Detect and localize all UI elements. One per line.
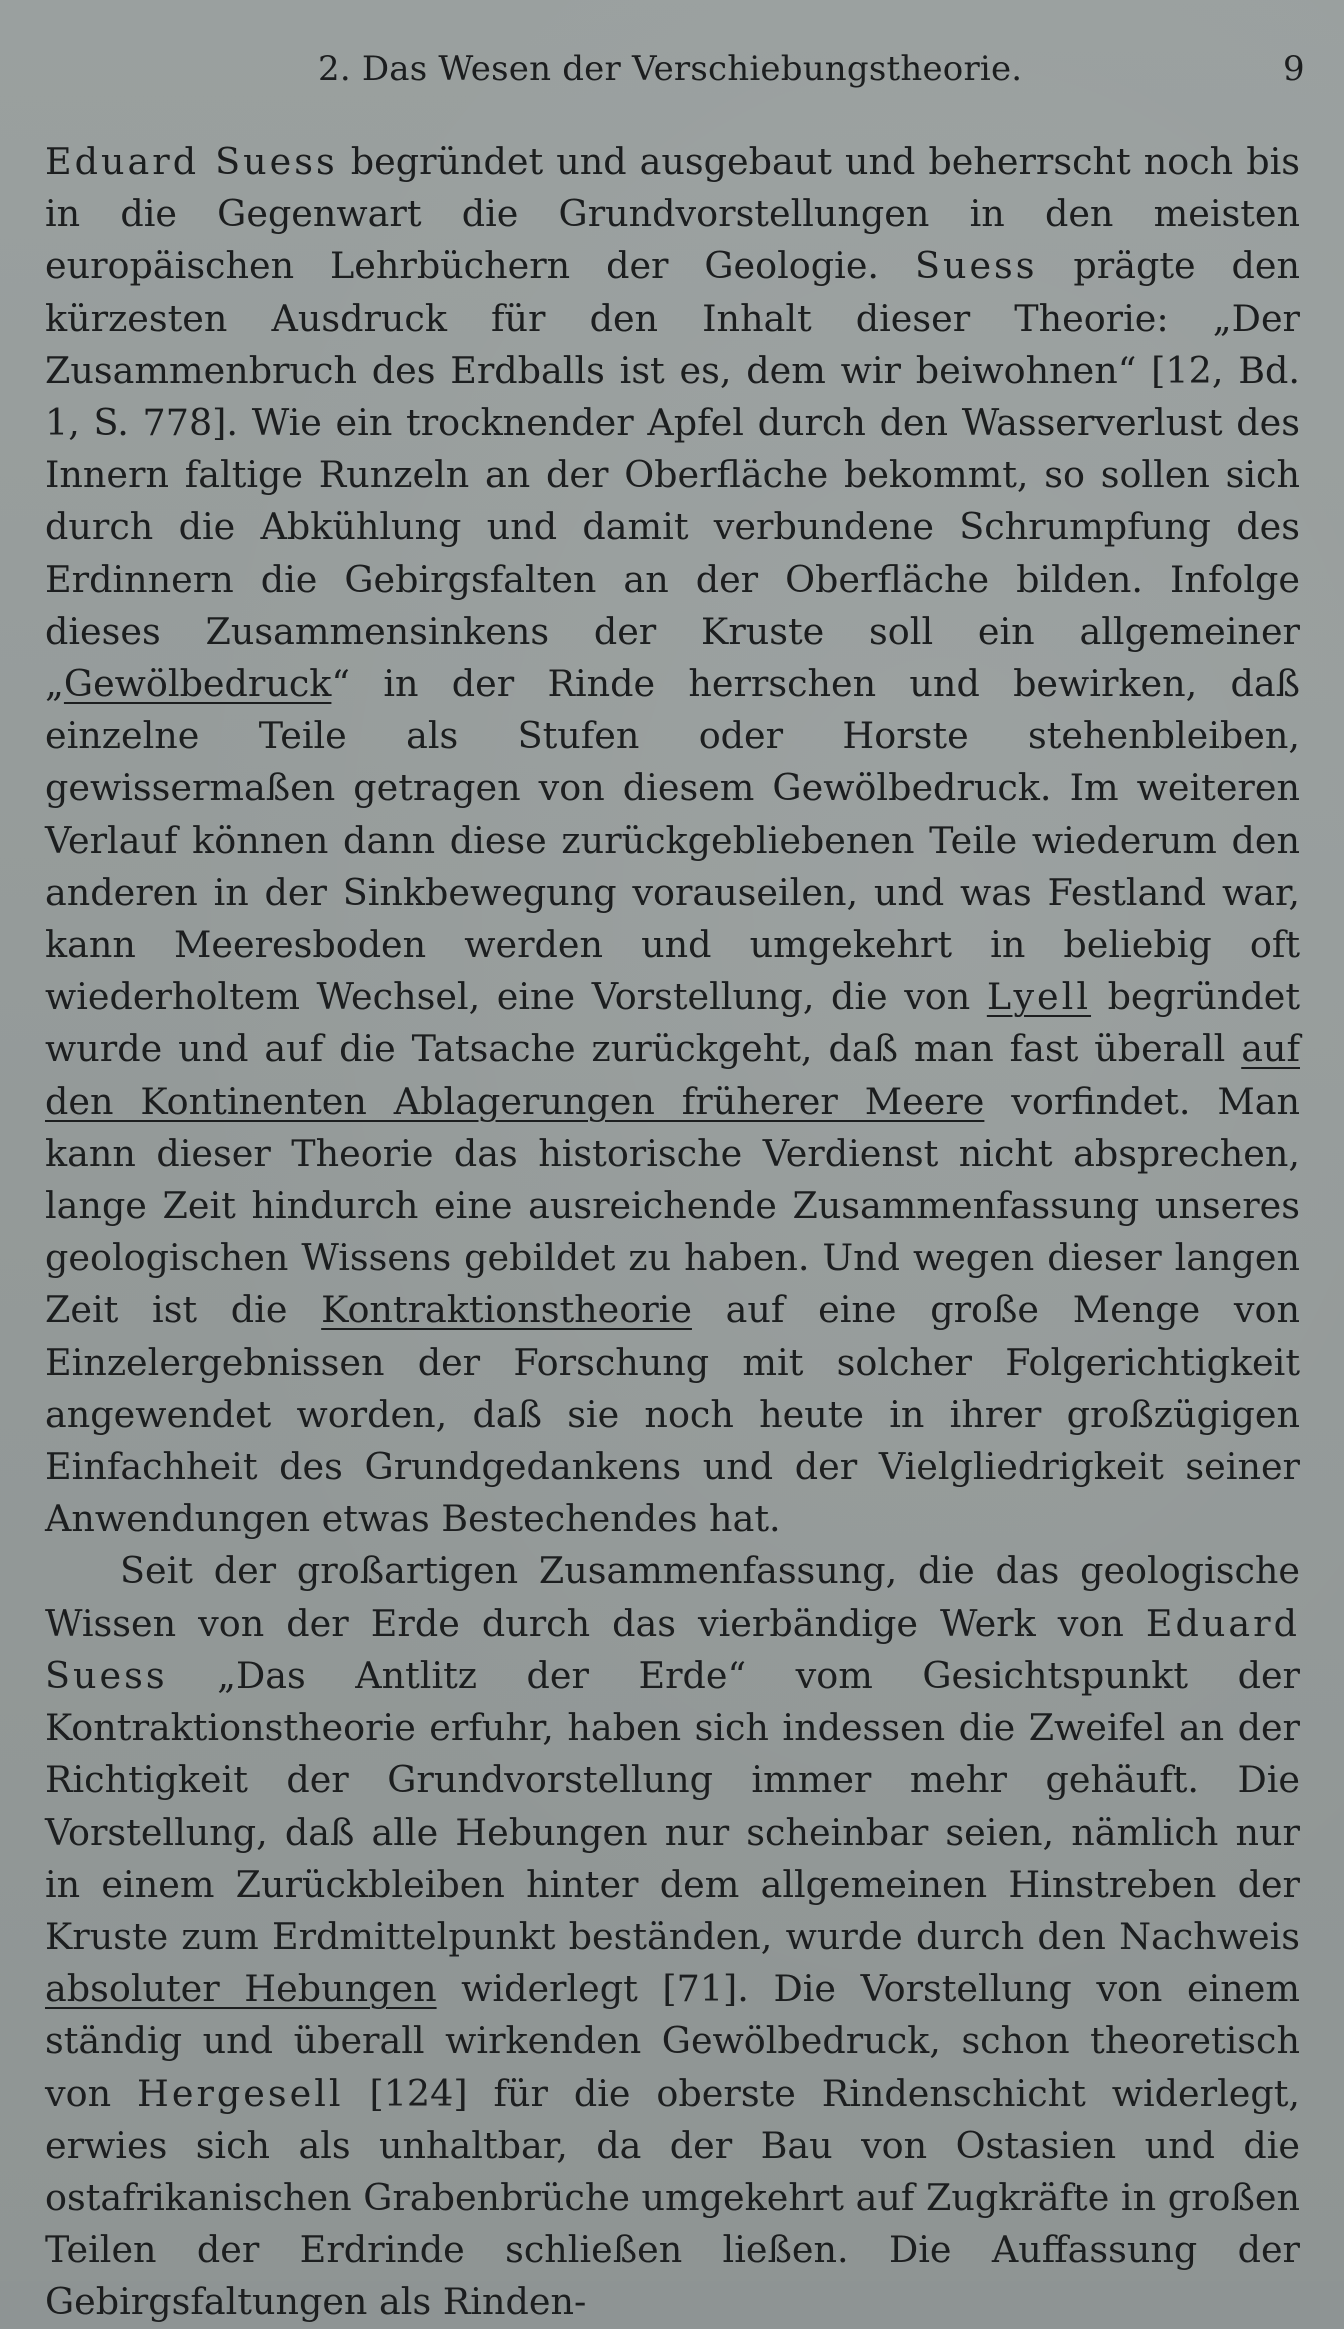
- text-segment: Hergesell: [137, 2071, 344, 2115]
- paragraph: [45, 136, 1300, 1545]
- text-segment: absoluter Hebungen: [45, 1967, 437, 2011]
- text-segment: Eduard Suess: [45, 140, 338, 183]
- body-text: [45, 136, 1300, 2329]
- text-segment: begründet und ausgebaut und beherrscht noch bis in die Gegenwart die Grundvorstellungen in den meisten europäischen Lehrbüchern der Geologie.: [45, 140, 1300, 288]
- paragraph: [45, 1545, 1300, 2328]
- running-head: [0, 44, 1344, 94]
- text-segment: Seit der großartigen Zusammenfassung, die das geologische Wissen von der Erde durch das vierbändige Werk von: [45, 1549, 1300, 1645]
- text-segment: auf eine große Menge von Einzelergebnissen der Forschung mit solcher Folgerichtigkeit angewendet worden, daß sie noch heute in ihrer großzügigen Einfachheit des Grundgedankens und der Vielgliedrigkeit seiner Anwendungen etwas Bestechendes hat.: [45, 1288, 1300, 1541]
- text-segment: Kontraktionstheorie: [321, 1288, 692, 1332]
- text-segment: „Das Antlitz der Erde“ vom Gesichtspunkt der Kontraktionstheorie erfuhr, haben sich indessen die Zweifel an der Richtigkeit der Grundvorstellung immer mehr gehäuft. Die Vorstellung, daß alle Hebungen nur scheinbar seien, nämlich nur in einem Zurückbleiben hinter dem allgemeinen Hinstreben der Kruste zum Erdmittelpunkt beständen, wurde durch den Nachweis: [45, 1653, 1300, 1958]
- text-segment: prägte den kürzesten Ausdruck für den Inhalt dieser Theorie: „Der Zusammenbruch des Erdballs ist es, dem wir beiwohnen“ [12, Bd. 1, S. 778]. Wie ein trocknender Apfel durch den Wasserverlust des Innern faltige Runzeln an der Oberfläche bekommt, so sollen sich durch die Abkühlung und damit verbundene Schrumpfung des Erdinnern die Gebirgsfalten an der Oberfläche bilden. Infolge dieses Zusammensinkens der Kruste soll ein allgemeiner „: [45, 244, 1300, 706]
- text-segment: Eduard Suess: [45, 1601, 1300, 1697]
- text-segment: widerlegt [71]. Die Vorstellung von einem ständig und überall wirkenden Gewölbedruck, schon theoretisch von: [45, 1967, 1300, 2115]
- text-segment: vorfindet. Man kann dieser Theorie das historische Verdienst nicht absprechen, lange Zeit hindurch eine ausreichende Zusammenfassung unseres geologischen Wissens gebildet zu haben. Und wegen dieser langen Zeit ist die: [45, 1079, 1300, 1332]
- text-segment: “ in der Rinde herrschen und bewirken, daß einzelne Teile als Stufen oder Horste stehenbleiben, gewissermaßen getragen von diesem Gewölbedruck. Im weiteren Verlauf können dann diese zurückgebliebenen Teile wiederum den anderen in der Sinkbewegung vorauseilen, und was Festland war, kann Meeresboden werden und umgekehrt in beliebig oft wiederholtem Wechsel, eine Vorstellung, die von: [45, 662, 1300, 1019]
- text-segment: auf den Kontinenten Ablagerungen früherer Meere: [45, 1027, 1300, 1123]
- text-segment: Gewölbedruck: [63, 662, 332, 706]
- page-number: 9: [1283, 49, 1305, 89]
- text-segment: Lyell: [986, 975, 1092, 1019]
- text-segment: [124] für die oberste Rindenschicht widerlegt, erwies sich als unhaltbar, da der Bau von Ostasien und die ostafrikanischen Grabenbrüche umgekehrt auf Zugkräfte in großen Teilen der Erdrinde schließen ließen. Die Auffassung der Gebirgsfaltungen als Rinden-: [45, 2071, 1300, 2324]
- text-segment: Suess: [914, 244, 1038, 288]
- running-head-title: 2. Das Wesen der Verschiebungstheorie.: [318, 49, 1023, 89]
- text-segment: begründet wurde und auf die Tatsache zurückgeht, daß man fast überall: [45, 975, 1300, 1071]
